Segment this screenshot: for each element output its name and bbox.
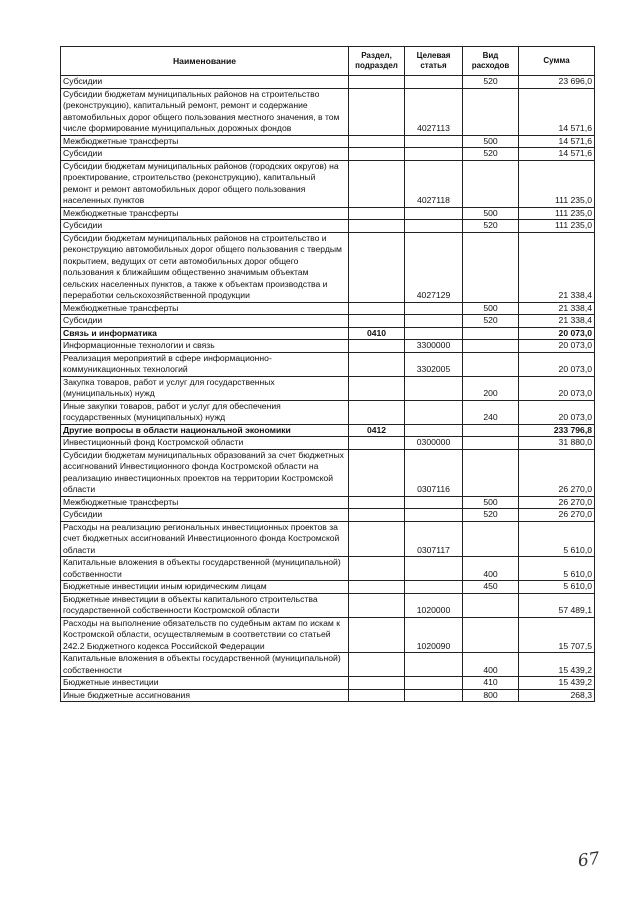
table-row — [61, 135, 595, 148]
row-name-cell: Капитальные вложения в объекты государственной (муниципальной) собственности — [61, 557, 349, 581]
row-statya-cell — [405, 496, 463, 509]
row-name-cell: Бюджетные инвестиции в объекты капитального строительства государственной собственности Костромской области — [61, 593, 349, 617]
table-row — [61, 496, 595, 509]
row-summa-cell: 14 571,6 — [519, 148, 595, 161]
row-vid-cell — [463, 352, 519, 376]
row-name-cell: Связь и информатика — [61, 327, 349, 340]
row-name-cell: Субсидии бюджетам муниципальных районов на строительство (реконструкцию), капитальный ремонт, ремонт и содержание автомобильных дорог общего пользования местного значения, в том числе формирование муниципальных дорожных фондов — [61, 88, 349, 135]
row-name-cell: Иные бюджетные ассигнования — [61, 689, 349, 702]
header-name: Наименование — [61, 47, 349, 76]
row-statya-cell: 1020000 — [405, 593, 463, 617]
row-statya-cell — [405, 400, 463, 424]
row-statya-cell — [405, 509, 463, 522]
row-summa-cell: 20 073,0 — [519, 376, 595, 400]
row-razdel-cell — [349, 207, 405, 220]
header-summa: Сумма — [519, 47, 595, 76]
row-name-cell: Субсидии бюджетам муниципальных районов (городских округов) на проектирование, строительство (реконструкцию), капитальный ремонт и ремонт автомобильных дорог общего пользования населенных пунктов — [61, 160, 349, 207]
row-razdel-cell — [349, 689, 405, 702]
table-row — [61, 207, 595, 220]
row-summa-cell: 26 270,0 — [519, 496, 595, 509]
row-razdel-cell — [349, 148, 405, 161]
table-row — [61, 437, 595, 450]
row-vid-cell — [463, 232, 519, 302]
row-razdel-cell — [349, 220, 405, 233]
row-vid-cell: 400 — [463, 557, 519, 581]
row-vid-cell — [463, 617, 519, 653]
row-summa-cell: 5 610,0 — [519, 521, 595, 557]
row-statya-cell: 4027118 — [405, 160, 463, 207]
table-row — [61, 376, 595, 400]
row-vid-cell: 520 — [463, 315, 519, 328]
row-statya-cell: 0300000 — [405, 437, 463, 450]
row-vid-cell: 520 — [463, 509, 519, 522]
row-razdel-cell — [349, 352, 405, 376]
table-row — [61, 449, 595, 496]
row-statya-cell — [405, 376, 463, 400]
table-row — [61, 220, 595, 233]
table-row — [61, 315, 595, 328]
row-vid-cell: 400 — [463, 653, 519, 677]
row-name-cell: Межбюджетные трансферты — [61, 302, 349, 315]
row-statya-cell: 3300000 — [405, 340, 463, 353]
row-statya-cell — [405, 315, 463, 328]
row-summa-cell: 14 571,6 — [519, 135, 595, 148]
table-row — [61, 302, 595, 315]
row-summa-cell: 111 235,0 — [519, 207, 595, 220]
row-summa-cell: 15 439,2 — [519, 677, 595, 690]
budget-document — [60, 46, 594, 702]
row-razdel-cell — [349, 509, 405, 522]
row-statya-cell — [405, 327, 463, 340]
row-name-cell: Расходы на выполнение обязательств по судебным актам по искам к Костромской области, осуществляемым в соответствии со статьей 242.2 Бюджетного кодекса Российской Федерации — [61, 617, 349, 653]
row-razdel-cell — [349, 677, 405, 690]
row-summa-cell: 21 338,4 — [519, 315, 595, 328]
table-body — [61, 76, 595, 702]
row-razdel-cell — [349, 557, 405, 581]
row-statya-cell: 1020090 — [405, 617, 463, 653]
table-row — [61, 400, 595, 424]
row-razdel-cell — [349, 232, 405, 302]
table-row — [61, 593, 595, 617]
row-razdel-cell — [349, 400, 405, 424]
row-summa-cell: 268,3 — [519, 689, 595, 702]
row-name-cell: Межбюджетные трансферты — [61, 496, 349, 509]
row-statya-cell — [405, 557, 463, 581]
row-name-cell: Инвестиционный фонд Костромской области — [61, 437, 349, 450]
row-razdel-cell — [349, 376, 405, 400]
table-row — [61, 424, 595, 437]
row-razdel-cell — [349, 449, 405, 496]
row-razdel-cell — [349, 88, 405, 135]
row-summa-cell: 23 696,0 — [519, 76, 595, 89]
row-vid-cell — [463, 437, 519, 450]
row-razdel-cell — [349, 76, 405, 89]
row-statya-cell — [405, 424, 463, 437]
row-razdel-cell — [349, 437, 405, 450]
row-razdel-cell: 0410 — [349, 327, 405, 340]
row-vid-cell: 520 — [463, 76, 519, 89]
table-row — [61, 327, 595, 340]
row-summa-cell: 15 439,2 — [519, 653, 595, 677]
row-razdel-cell — [349, 581, 405, 594]
row-vid-cell: 450 — [463, 581, 519, 594]
row-summa-cell: 5 610,0 — [519, 557, 595, 581]
row-name-cell: Субсидии — [61, 76, 349, 89]
row-statya-cell — [405, 581, 463, 594]
row-razdel-cell — [349, 135, 405, 148]
table-row — [61, 689, 595, 702]
row-vid-cell: 500 — [463, 207, 519, 220]
row-summa-cell: 111 235,0 — [519, 220, 595, 233]
row-statya-cell — [405, 76, 463, 89]
row-razdel-cell — [349, 496, 405, 509]
row-statya-cell — [405, 220, 463, 233]
row-summa-cell: 26 270,0 — [519, 509, 595, 522]
row-summa-cell: 14 571,6 — [519, 88, 595, 135]
row-name-cell: Капитальные вложения в объекты государственной (муниципальной) собственности — [61, 653, 349, 677]
row-razdel-cell — [349, 160, 405, 207]
row-name-cell: Субсидии — [61, 315, 349, 328]
table-row — [61, 521, 595, 557]
header-razdel: Раздел, подраздел — [349, 47, 405, 76]
table-row — [61, 76, 595, 89]
table-row — [61, 232, 595, 302]
row-razdel-cell — [349, 653, 405, 677]
table-row — [61, 617, 595, 653]
row-name-cell: Субсидии — [61, 509, 349, 522]
row-name-cell: Бюджетные инвестиции иным юридическим лицам — [61, 581, 349, 594]
row-name-cell: Бюджетные инвестиции — [61, 677, 349, 690]
row-summa-cell: 20 073,0 — [519, 327, 595, 340]
row-vid-cell — [463, 88, 519, 135]
row-summa-cell: 21 338,4 — [519, 302, 595, 315]
row-statya-cell — [405, 689, 463, 702]
row-summa-cell: 20 073,0 — [519, 400, 595, 424]
row-summa-cell: 233 796,8 — [519, 424, 595, 437]
row-summa-cell: 20 073,0 — [519, 340, 595, 353]
table-row — [61, 340, 595, 353]
row-name-cell: Другие вопросы в области национальной экономики — [61, 424, 349, 437]
row-vid-cell — [463, 160, 519, 207]
row-statya-cell — [405, 302, 463, 315]
page-number: 67 — [576, 848, 601, 872]
table-row — [61, 352, 595, 376]
table-row — [61, 557, 595, 581]
row-vid-cell: 520 — [463, 220, 519, 233]
row-name-cell: Закупка товаров, работ и услуг для государственных (муниципальных) нужд — [61, 376, 349, 400]
table-row — [61, 160, 595, 207]
row-vid-cell — [463, 593, 519, 617]
budget-table — [60, 46, 595, 702]
row-razdel-cell — [349, 302, 405, 315]
row-statya-cell: 0307116 — [405, 449, 463, 496]
row-razdel-cell — [349, 340, 405, 353]
row-statya-cell — [405, 135, 463, 148]
row-razdel-cell — [349, 521, 405, 557]
table-row — [61, 509, 595, 522]
row-summa-cell: 31 880,0 — [519, 437, 595, 450]
row-vid-cell: 500 — [463, 496, 519, 509]
row-vid-cell: 200 — [463, 376, 519, 400]
row-name-cell: Иные закупки товаров, работ и услуг для обеспечения государственных (муниципальных) нужд — [61, 400, 349, 424]
row-razdel-cell — [349, 315, 405, 328]
row-name-cell: Субсидии — [61, 220, 349, 233]
row-razdel-cell: 0412 — [349, 424, 405, 437]
row-name-cell: Субсидии бюджетам муниципальных образований за счет бюджетных ассигнований Инвестиционного фонда Костромской области на реализацию инвестиционных проектов на территории Костромской области — [61, 449, 349, 496]
row-summa-cell: 5 610,0 — [519, 581, 595, 594]
row-name-cell: Расходы на реализацию региональных инвестиционных проектов за счет бюджетных ассигнований Инвестиционного фонда Костромской области — [61, 521, 349, 557]
row-vid-cell: 500 — [463, 135, 519, 148]
row-vid-cell — [463, 449, 519, 496]
row-vid-cell: 520 — [463, 148, 519, 161]
row-statya-cell: 4027129 — [405, 232, 463, 302]
table-row — [61, 653, 595, 677]
row-statya-cell: 4027113 — [405, 88, 463, 135]
row-summa-cell: 20 073,0 — [519, 352, 595, 376]
row-statya-cell — [405, 148, 463, 161]
row-summa-cell: 15 707,5 — [519, 617, 595, 653]
row-name-cell: Субсидии бюджетам муниципальных районов на строительство и реконструкцию автомобильных дорог общего пользования с твердым покрытием, ведущих от сети автомобильных дорог общего пользования к ближайшим общественно значимым объектам сельских населенных пунктов, а также к объектам производства и переработки сельскохозяйственной продукции — [61, 232, 349, 302]
row-vid-cell: 240 — [463, 400, 519, 424]
row-razdel-cell — [349, 617, 405, 653]
row-name-cell: Информационные технологии и связь — [61, 340, 349, 353]
row-summa-cell: 57 489,1 — [519, 593, 595, 617]
row-statya-cell — [405, 207, 463, 220]
row-vid-cell: 410 — [463, 677, 519, 690]
table-row — [61, 88, 595, 135]
table-row — [61, 677, 595, 690]
row-summa-cell: 26 270,0 — [519, 449, 595, 496]
row-statya-cell: 3302005 — [405, 352, 463, 376]
row-summa-cell: 21 338,4 — [519, 232, 595, 302]
row-vid-cell — [463, 340, 519, 353]
row-summa-cell: 111 235,0 — [519, 160, 595, 207]
table-header-row — [61, 47, 595, 76]
table-row — [61, 581, 595, 594]
row-name-cell: Межбюджетные трансферты — [61, 207, 349, 220]
row-name-cell: Межбюджетные трансферты — [61, 135, 349, 148]
row-name-cell: Субсидии — [61, 148, 349, 161]
row-name-cell: Реализация мероприятий в сфере информационно-коммуникационных технологий — [61, 352, 349, 376]
row-statya-cell — [405, 653, 463, 677]
row-statya-cell — [405, 677, 463, 690]
row-vid-cell — [463, 327, 519, 340]
row-vid-cell: 500 — [463, 302, 519, 315]
row-vid-cell: 800 — [463, 689, 519, 702]
row-vid-cell — [463, 424, 519, 437]
header-statya: Целевая статья — [405, 47, 463, 76]
row-vid-cell — [463, 521, 519, 557]
table-row — [61, 148, 595, 161]
row-statya-cell: 0307117 — [405, 521, 463, 557]
row-razdel-cell — [349, 593, 405, 617]
header-vid: Вид расходов — [463, 47, 519, 76]
